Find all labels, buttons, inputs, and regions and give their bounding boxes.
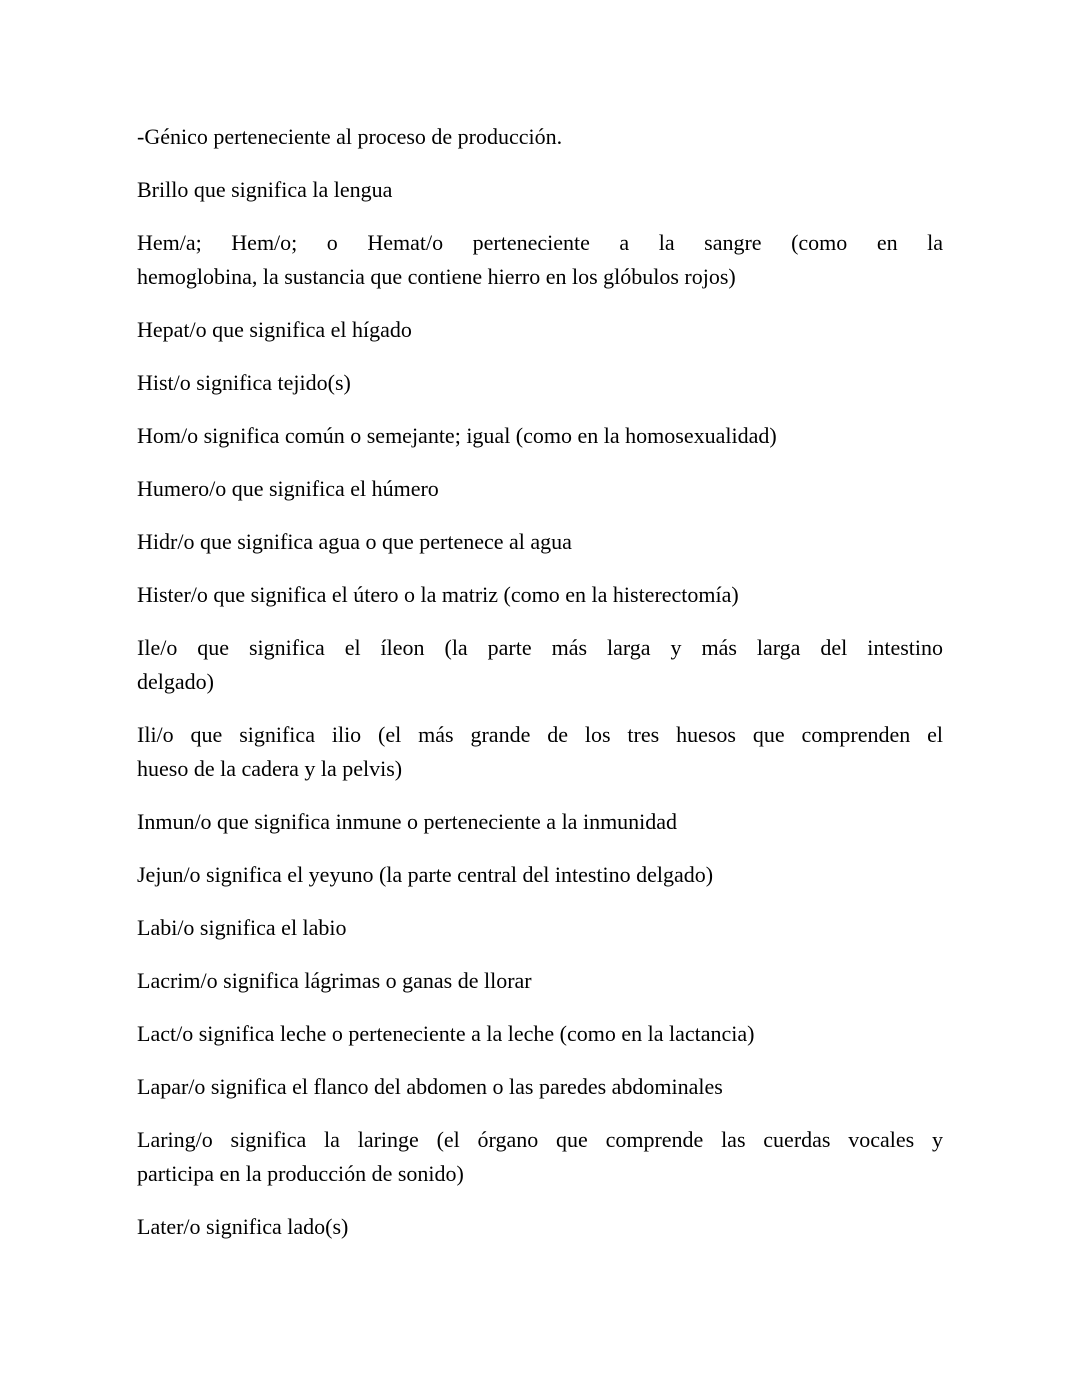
text-line: Hister/o que significa el útero o la matriz (como en la histerectomía) xyxy=(137,582,739,607)
paragraph xyxy=(137,366,943,400)
text-line: Hem/a; Hem/o; o Hemat/o perteneciente a la sangre (como en la xyxy=(137,230,943,255)
text-line: Hepat/o que significa el hígado xyxy=(137,317,412,342)
paragraph xyxy=(137,631,943,699)
text-line: Lact/o significa leche o perteneciente a la leche (como en la lactancia) xyxy=(137,1021,755,1046)
paragraph xyxy=(137,525,943,559)
text-line: Hom/o significa común o semejante; igual (como en la homosexualidad) xyxy=(137,423,777,448)
text-line: Hist/o significa tejido(s) xyxy=(137,370,351,395)
text-line: Brillo que significa la lengua xyxy=(137,177,393,202)
text-line: participa en la producción de sonido) xyxy=(137,1161,464,1186)
paragraph xyxy=(137,911,943,945)
text-line: hueso de la cadera y la pelvis) xyxy=(137,756,403,781)
paragraph xyxy=(137,964,943,998)
paragraph xyxy=(137,1017,943,1051)
text-line: -Génico perteneciente al proceso de producción. xyxy=(137,124,563,149)
text-line: Humero/o que significa el húmero xyxy=(137,476,439,501)
paragraph xyxy=(137,120,943,154)
paragraph xyxy=(137,578,943,612)
text-content xyxy=(137,120,943,1244)
text-line: Lacrim/o significa lágrimas o ganas de llorar xyxy=(137,968,532,993)
paragraph xyxy=(137,173,943,207)
paragraph xyxy=(137,313,943,347)
text-line: Jejun/o significa el yeyuno (la parte central del intestino delgado) xyxy=(137,862,714,887)
text-line: delgado) xyxy=(137,669,214,694)
paragraph xyxy=(137,226,943,294)
paragraph xyxy=(137,1210,943,1244)
paragraph xyxy=(137,718,943,786)
paragraph xyxy=(137,858,943,892)
text-line: Laring/o significa la laringe (el órgano que comprende las cuerdas vocales y xyxy=(137,1127,943,1152)
paragraph xyxy=(137,1070,943,1104)
text-line: Hidr/o que significa agua o que pertenece al agua xyxy=(137,529,572,554)
text-line: Ili/o que significa ilio (el más grande de los tres huesos que comprenden el xyxy=(137,722,943,747)
paragraph xyxy=(137,805,943,839)
text-line: Inmun/o que significa inmune o perteneciente a la inmunidad xyxy=(137,809,678,834)
paragraph xyxy=(137,419,943,453)
text-line: Lapar/o significa el flanco del abdomen o las paredes abdominales xyxy=(137,1074,723,1099)
text-line: Ile/o que significa el íleon (la parte más larga y más larga del intestino xyxy=(137,635,943,660)
paragraph xyxy=(137,472,943,506)
paragraph xyxy=(137,1123,943,1191)
text-line: Labi/o significa el labio xyxy=(137,915,347,940)
text-line: Later/o significa lado(s) xyxy=(137,1214,349,1239)
text-line: hemoglobina, la sustancia que contiene hierro en los glóbulos rojos) xyxy=(137,264,736,289)
